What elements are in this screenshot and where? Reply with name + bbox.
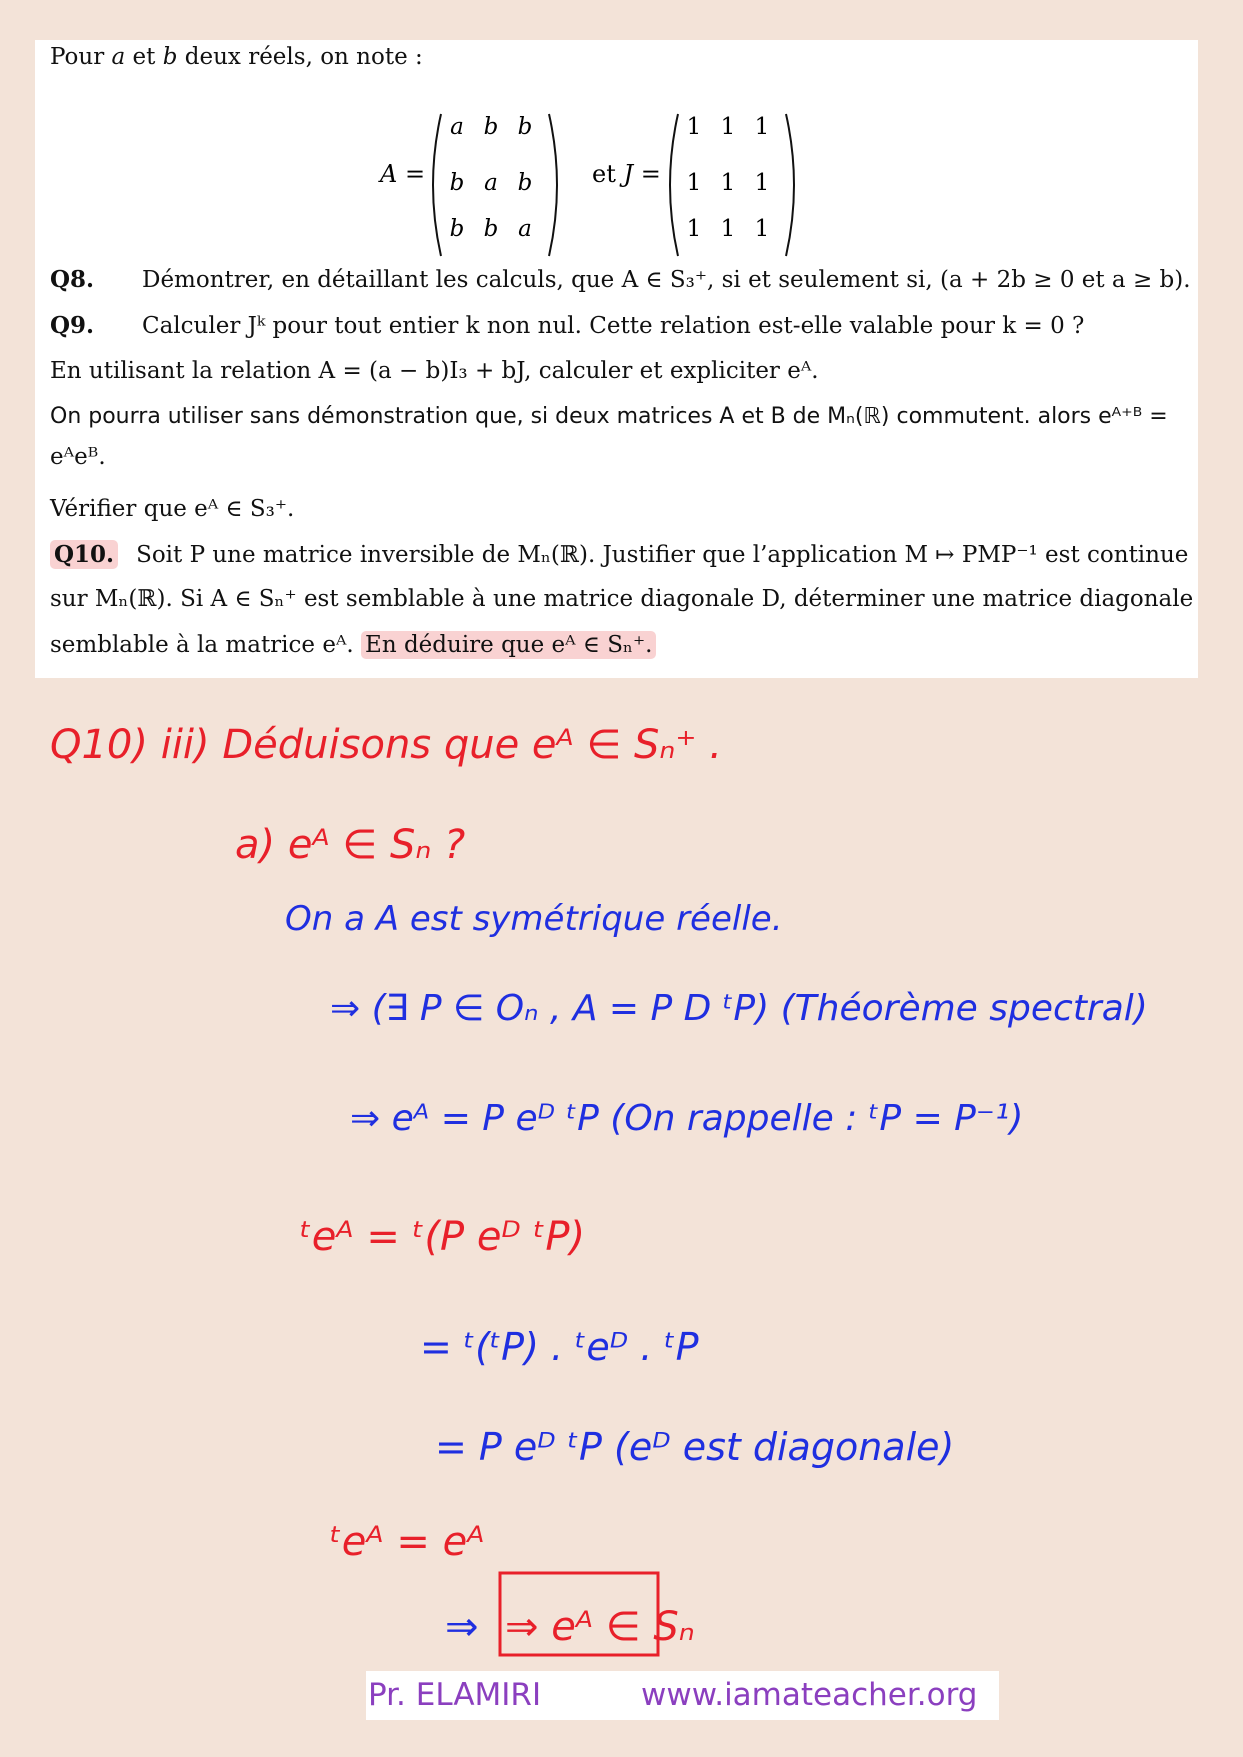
matrix-a-cell: b bbox=[449, 170, 465, 196]
matrix-j-cell: 1 bbox=[686, 170, 702, 196]
matrix-a-cell: b bbox=[517, 170, 533, 196]
matrix-j-cell: 1 bbox=[720, 216, 736, 242]
q8-label: Q8. bbox=[50, 266, 95, 293]
footer-banner bbox=[366, 1671, 999, 1720]
matrix-j-cell: 1 bbox=[720, 170, 736, 196]
matrix-a-cell: a bbox=[484, 170, 498, 196]
hw-conclusion-arrow: ⇒ bbox=[445, 1604, 479, 1650]
verify-text: Vérifier que eᴬ ∈ S₃⁺. bbox=[50, 496, 295, 522]
website-url[interactable]: www.iamateacher.org bbox=[641, 1677, 978, 1713]
matrix-j-cell: 1 bbox=[754, 170, 770, 196]
intro-text: Pour a et b deux réels, on note : bbox=[50, 44, 423, 70]
commute-text-1: On pourra utiliser sans démonstration que, si deux matrices A et B de Mₙ(ℝ) commutent. alors eᴬ⁺ᴮ = bbox=[50, 404, 1168, 429]
q9-label: Q9. bbox=[50, 312, 95, 339]
hw-line-2: ⇒ (∃ P ∈ Oₙ , A = P D ᵗP) (Théorème spectral) bbox=[330, 988, 1148, 1029]
matrix-a-label: A = bbox=[380, 160, 426, 188]
matrix-a-cell: a bbox=[518, 216, 532, 242]
matrix-a-cell: b bbox=[483, 114, 499, 140]
relation-text: En utilisant la relation A = (a − b)I₃ + bJ, calculer et expliciter eᴬ. bbox=[50, 358, 819, 384]
matrix-j-cell: 1 bbox=[754, 114, 770, 140]
matrix-a-cell: b bbox=[517, 114, 533, 140]
matrix-j-cell: 1 bbox=[686, 114, 702, 140]
hw-line-1: On a A est symétrique réelle. bbox=[285, 899, 783, 939]
matrix-a-cell: b bbox=[449, 216, 465, 242]
hw-step-a: a) eᴬ ∈ Sₙ ? bbox=[235, 822, 466, 868]
q10-text-3: semblable à la matrice eᴬ. bbox=[50, 632, 354, 658]
hw-conclusion: ⇒ eᴬ ∈ Sₙ bbox=[505, 1604, 695, 1650]
author-name: Pr. ELAMIRI bbox=[368, 1677, 542, 1713]
hw-line-5: = ᵗ(ᵗP) . ᵗeᴰ . ᵗP bbox=[420, 1325, 699, 1369]
hw-line-6: = P eᴰ ᵗP (eᴰ est diagonale) bbox=[435, 1425, 955, 1469]
q10-highlight: En déduire que eᴬ ∈ Sₙ⁺. bbox=[361, 631, 656, 659]
q10-text-1: Soit P une matrice inversible de Mₙ(ℝ). Justifier que l’application M ↦ PMP⁻¹ est continue bbox=[136, 542, 1189, 568]
hw-line-7: ᵗeᴬ = eᴬ bbox=[330, 1519, 485, 1565]
matrix-a-cell: a bbox=[450, 114, 464, 140]
q10-label: Q10. bbox=[50, 540, 118, 569]
matrix-a-cell: b bbox=[483, 216, 499, 242]
hw-line-4: ᵗeᴬ = ᵗ(P eᴰ ᵗP) bbox=[300, 1214, 586, 1260]
q10-text-2: sur Mₙ(ℝ). Si A ∈ Sₙ⁺ est semblable à une matrice diagonale D, déterminer une matrice diagonale bbox=[50, 586, 1194, 612]
hw-line-3: ⇒ eᴬ = P eᴰ ᵗP (On rappelle : ᵗP = P⁻¹) bbox=[350, 1098, 1024, 1139]
matrix-j-cell: 1 bbox=[720, 114, 736, 140]
matrix-j-cell: 1 bbox=[754, 216, 770, 242]
commute-text-2: eᴬeᴮ. bbox=[50, 444, 106, 470]
hw-title: Q10) iii) Déduisons que eᴬ ∈ Sₙ⁺ . bbox=[50, 722, 722, 768]
matrix-j-cell: 1 bbox=[686, 216, 702, 242]
connector-text: et J = bbox=[592, 160, 661, 188]
q9-text: Calculer Jᵏ pour tout entier k non nul. Cette relation est-elle valable pour k = 0 ? bbox=[142, 313, 1085, 339]
q8-text: Démontrer, en détaillant les calculs, que A ∈ S₃⁺, si et seulement si, (a + 2b ≥ 0 et a ≥ b). bbox=[142, 267, 1191, 293]
